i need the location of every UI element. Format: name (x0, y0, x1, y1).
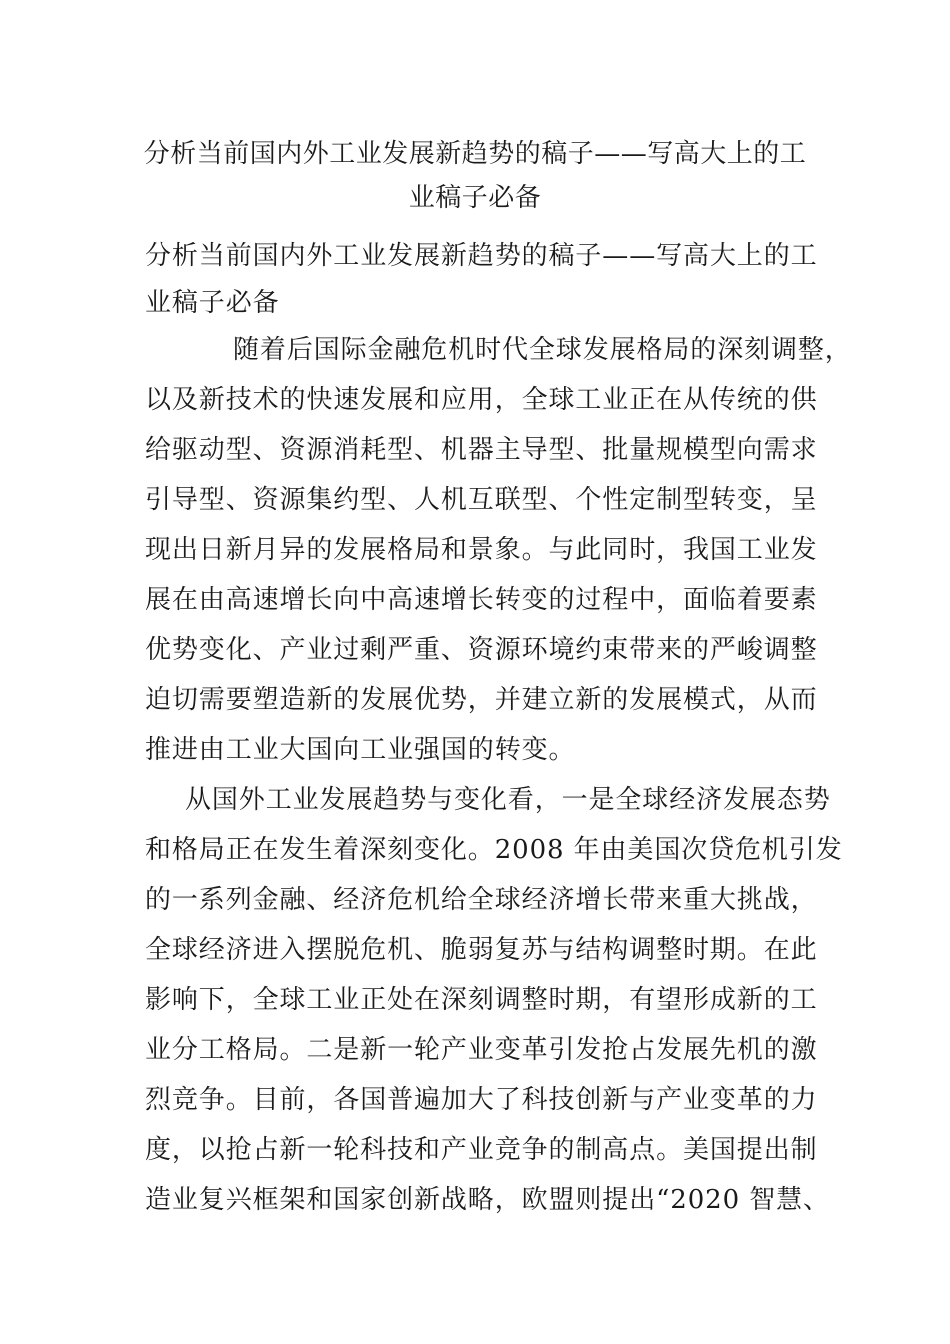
text-line: 给驱动型、资源消耗型、机器主导型、批量规模型向需求 (145, 435, 818, 465)
text-line: 引导型、资源集约型、人机互联型、个性定制型转变，呈 (145, 485, 818, 515)
text-line: 影响下，全球工业正处在深刻调整时期，有望形成新的工 (145, 985, 818, 1015)
text-line: 和格局正在发生着深刻变化。2008 年由美国次贷危机引发 (145, 835, 843, 865)
text-line: 业稿子必备 (145, 288, 280, 318)
text-line: 以及新技术的快速发展和应用，全球工业正在从传统的供 (145, 385, 818, 415)
text-line: 烈竞争。目前，各国普遍加大了科技创新与产业变革的力 (145, 1085, 818, 1115)
title-line-2: 业稿子必备 (408, 183, 542, 213)
text-line: 分析当前国内外工业发展新趋势的稿子——写高大上的工 (145, 241, 818, 271)
text-line: 优势变化、产业过剩严重、资源环境约束带来的严峻调整 (145, 635, 818, 665)
text-line: 现出日新月异的发展格局和景象。与此同时，我国工业发 (145, 535, 818, 565)
text-line: 随着后国际金融危机时代全球发展格局的深刻调整， (233, 335, 852, 365)
text-line: 从国外工业发展趋势与变化看，一是全球经济发展态势 (185, 785, 831, 815)
text-line: 度，以抢占新一轮科技和产业竞争的制高点。美国提出制 (145, 1135, 818, 1165)
text-line: 全球经济进入摆脱危机、脆弱复苏与结构调整时期。在此 (145, 935, 818, 965)
text-line: 推进由工业大国向工业强国的转变。 (145, 735, 576, 765)
text-line: 造业复兴框架和国家创新战略，欧盟则提出“2020 智慧、 (145, 1185, 830, 1215)
document-title (120, 132, 830, 220)
title-line-1: 分析当前国内外工业发展新趋势的稿子——写高大上的工 (143, 139, 807, 169)
text-line: 迫切需要塑造新的发展优势，并建立新的发展模式，从而 (145, 685, 818, 715)
text-line: 的一系列金融、经济危机给全球经济增长带来重大挑战， (145, 885, 818, 915)
text-line: 展在由高速增长向中高速增长转变的过程中，面临着要素 (145, 585, 818, 615)
text-line: 业分工格局。二是新一轮产业变革引发抢占发展先机的激 (145, 1035, 818, 1065)
